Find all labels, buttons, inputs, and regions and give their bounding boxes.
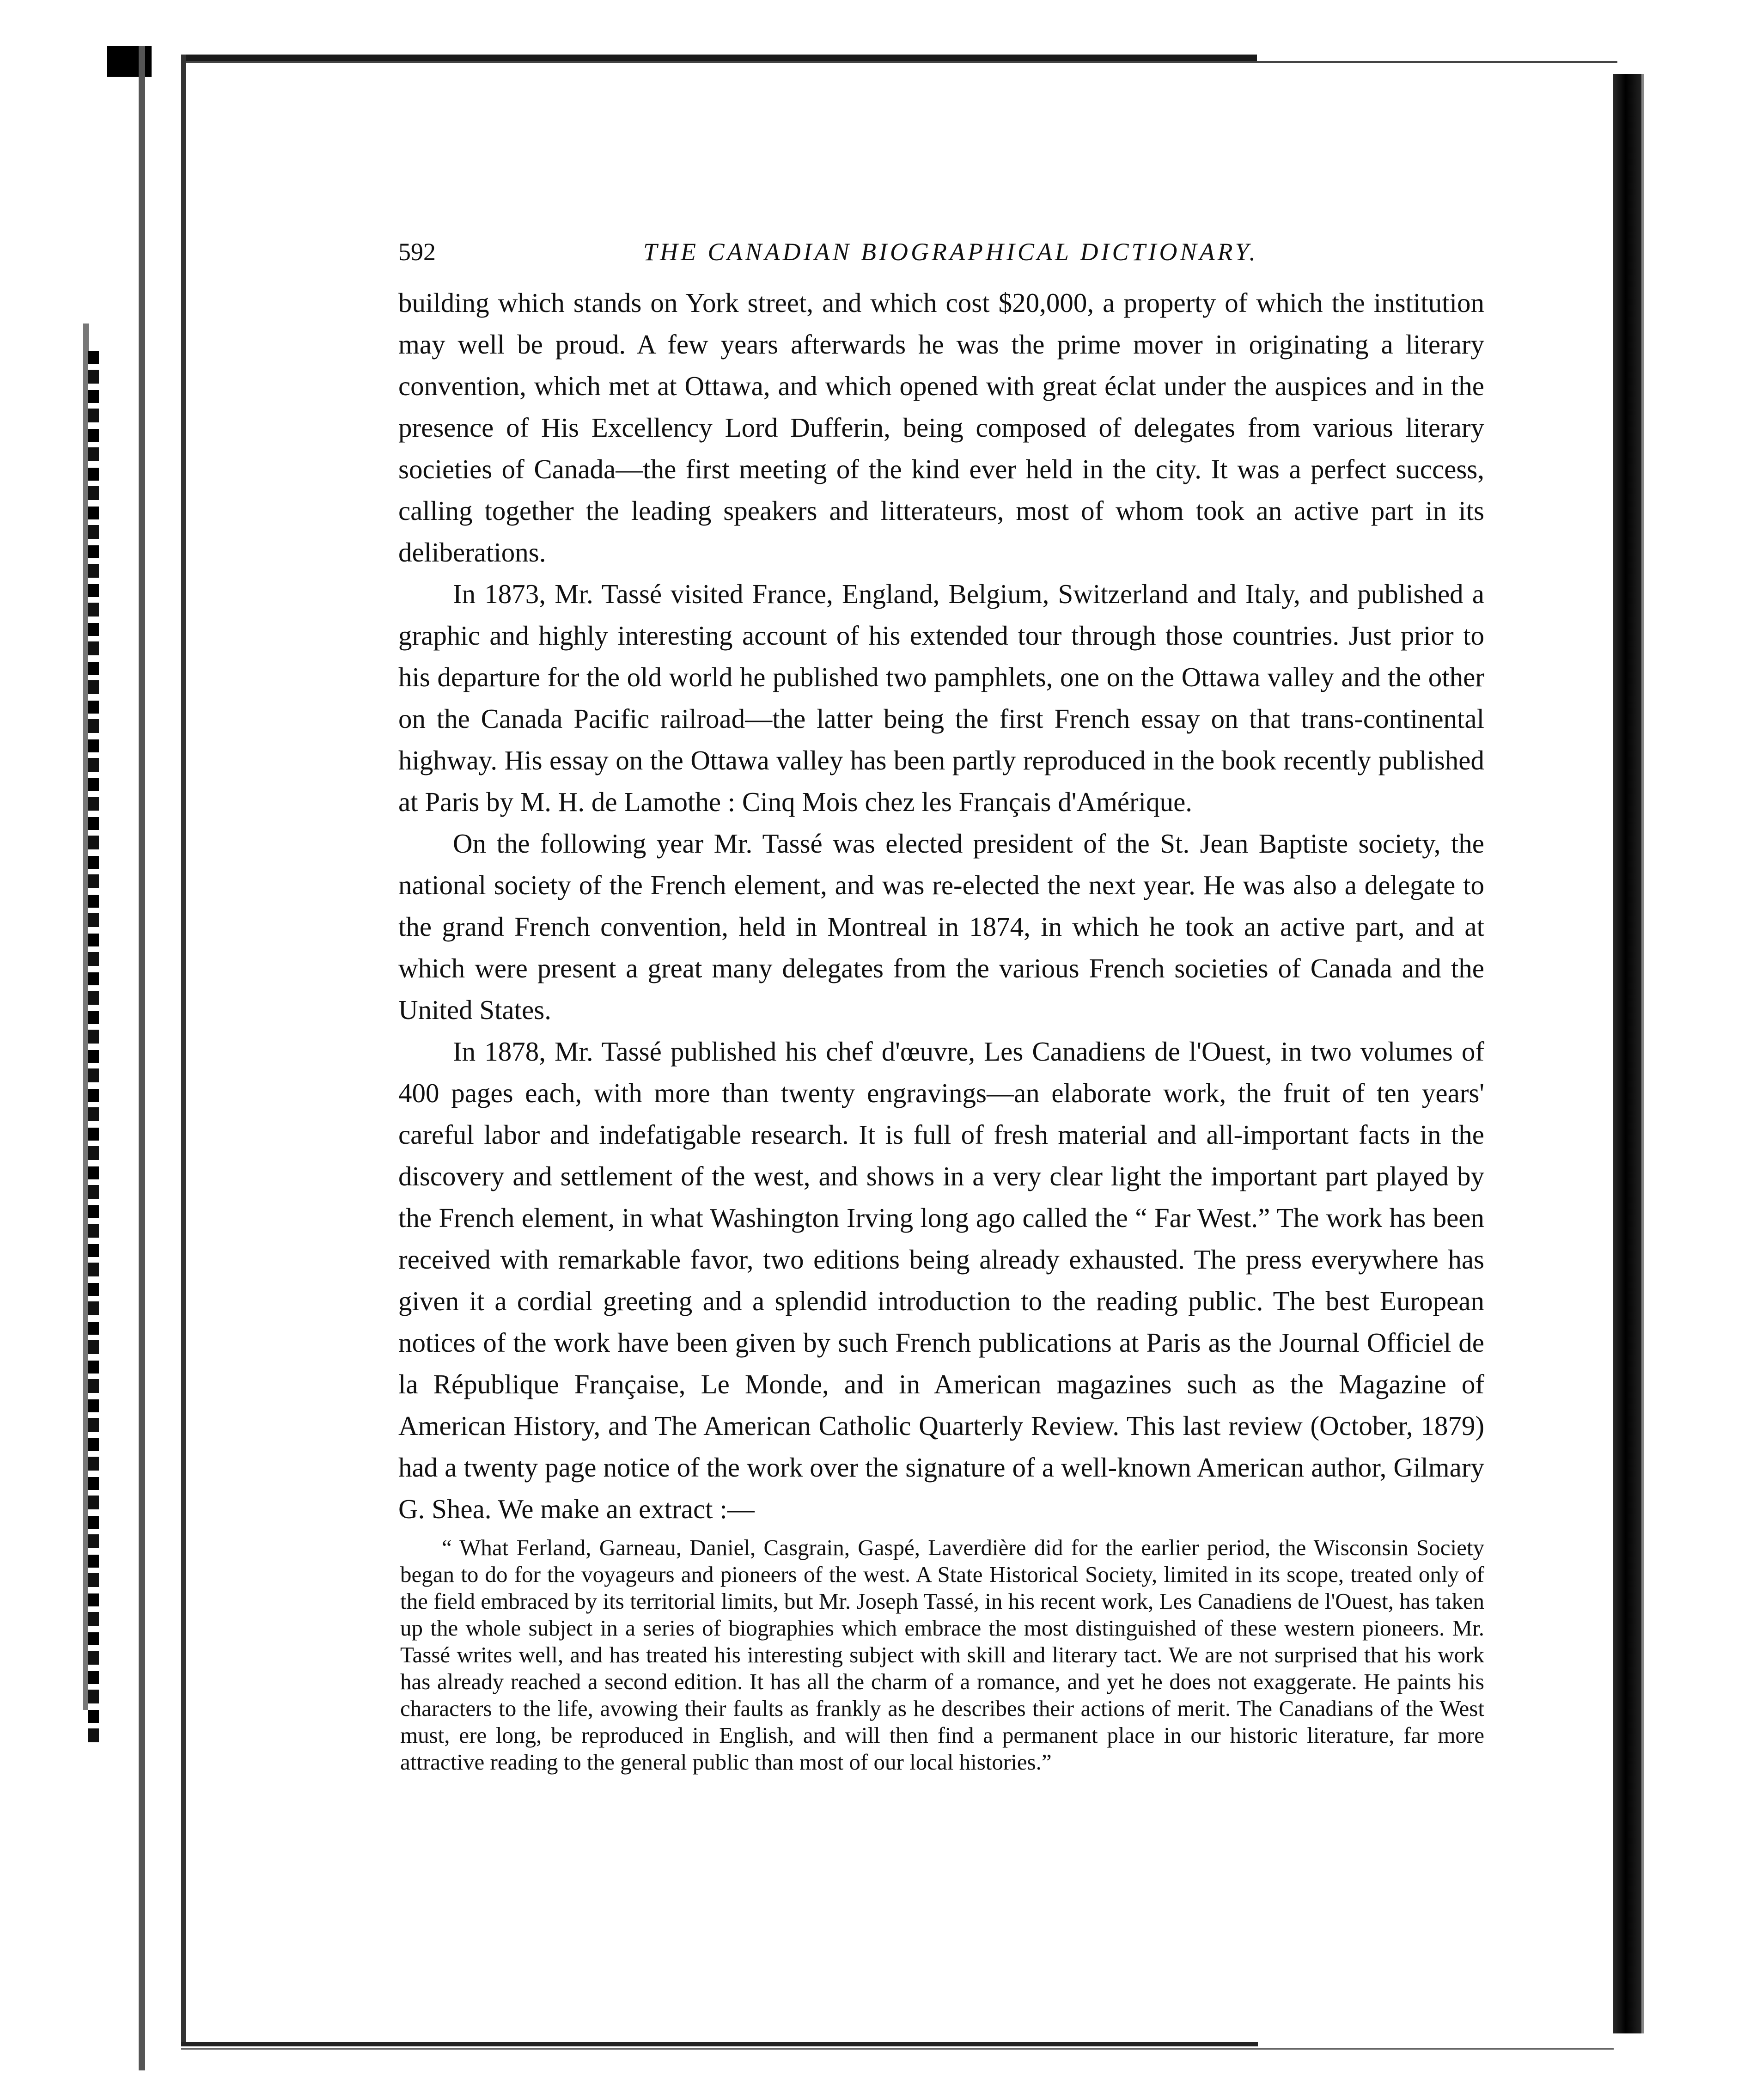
quote-paragraph: “ What Ferland, Garneau, Daniel, Casgrain, Gaspé, Laverdière did for the earlier period, the Wisconsin Society began to do for the voyageurs and pioneers of the west. A State Historical Society, limited in its scope, treated only of the field embraced by its territorial limits, but Mr. Joseph Tassé, in his recent work, Les Canadiens de l'Ouest, has taken up the whole subject in a series of biographies which embrace the most distinguished of these western pioneers. Mr. Tassé writes well, and has treated his interesting subject with skill and literary tact. We are not surprised that his work has already reached a second edition. It has all the charm of a romance, and yet he does not exaggerate. He paints his characters to the life, avowing their faults as frankly as he describes their actions of merit. The Canadians of the West must, ere long, be reproduced in English, and will then find a permanent place in our historic literature, far more attractive reading to the general public than most of our local histories.” bbox=[400, 1535, 1484, 1775]
scan-frame-bottom-line bbox=[181, 2048, 1614, 2050]
scan-right-gutter-edge bbox=[1641, 74, 1644, 2033]
paragraph-1: building which stands on York street, and which cost $20,000, a property of which the institution may well be proud. A few years afterwards he was the prime mover in originating a literary convention, which met at Ottawa, and which opened with great éclat under the auspices and in the presence of His Excellency Lord Dufferin, being composed of delegates from various literary societies of Canada—the first meeting of the kind ever held in the city. It was a perfect success, calling together the leading speakers and litterateurs, most of whom took an active part in its deliberations. bbox=[398, 287, 1484, 568]
block-quote bbox=[400, 1534, 1484, 1776]
body-text bbox=[398, 282, 1484, 1530]
paragraph-3: On the following year Mr. Tassé was elected president of the St. Jean Baptiste society, the national society of the French element, and was re-elected the next year. He was also a delegate to the grand French convention, held in Montreal in 1874, in which he took an active part, and at which were present a great many delegates from the various French societies of Canada and the United States. bbox=[398, 828, 1484, 1025]
scan-left-shadow bbox=[139, 46, 145, 2070]
scan-frame-left bbox=[181, 55, 186, 2042]
running-title: THE CANADIAN BIOGRAPHICAL DICTIONARY. bbox=[643, 238, 1259, 266]
scan-frame-bottom bbox=[181, 2042, 1258, 2046]
scan-frame-top-line bbox=[185, 61, 1617, 63]
scan-frame-top bbox=[185, 55, 1257, 61]
paragraph-2: In 1873, Mr. Tassé visited France, England, Belgium, Switzerland and Italy, and published a graphic and highly interesting account of his extended tour through those countries. Just prior to his departure for the old world he published two pamphlets, one on the Ottawa valley and the other on the Canada Pacific railroad—the latter being the first French essay on that trans-continental highway. His essay on the Ottawa valley has been partly reproduced in the book recently published at Paris by M. H. de Lamothe : Cinq Mois chez les Français d'Amérique. bbox=[398, 579, 1484, 817]
page-header bbox=[398, 231, 1480, 273]
page-number: 592 bbox=[398, 238, 436, 266]
scan-left-edge-marks bbox=[88, 351, 99, 1747]
scan-right-gutter bbox=[1613, 74, 1641, 2033]
paragraph-4: In 1878, Mr. Tassé published his chef d'œuvre, Les Canadiens de l'Ouest, in two volumes of 400 pages each, with more than twenty engravings—an elaborate work, the fruit of ten years' careful labor and indefatigable research. It is full of fresh material and all-important facts in the discovery and settlement of the west, and shows in a very clear light the important part played by the French element, in what Washington Irving long ago called the “ Far West.” The work has been received with remarkable favor, two editions being already exhausted. The press everywhere has given it a cordial greeting and a splendid introduction to the reading public. The best European notices of the work have been given by such French publications at Paris as the Journal Officiel de la République Française, Le Monde, and in American magazines such as the Magazine of American History, and The American Catholic Quarterly Review. This last review (October, 1879) had a twenty page notice of the work over the signature of a well-known American author, Gilmary G. Shea. We make an extract :— bbox=[398, 1036, 1484, 1524]
